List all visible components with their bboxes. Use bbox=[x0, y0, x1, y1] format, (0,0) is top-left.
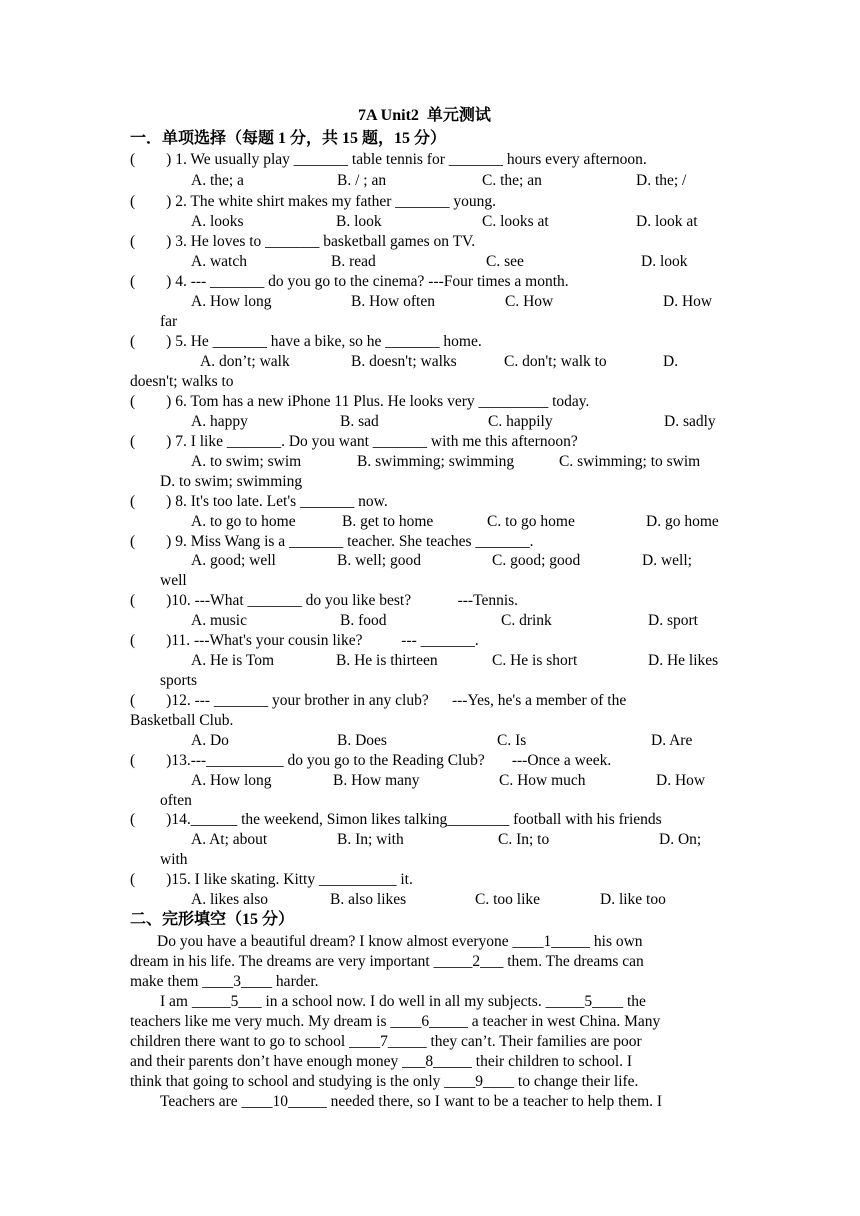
question-11-option-b: B. He is thirteen bbox=[336, 652, 438, 669]
question-5-option-c: C. don't; walk to bbox=[504, 353, 607, 370]
question-8-option-a: A. to go to home bbox=[191, 513, 296, 530]
question-7-option-c: C. swimming; to swim bbox=[559, 453, 701, 470]
question-11-option-a: A. He is Tom bbox=[191, 652, 275, 669]
question-12-option-c: C. Is bbox=[497, 732, 527, 749]
question-15-stem: ( )15. I like skating. Kitty __________ it. bbox=[130, 871, 413, 888]
question-1-option-a: A. the; a bbox=[191, 172, 244, 189]
question-15-option-b: B. also likes bbox=[330, 891, 407, 908]
question-1-option-d: D. the; / bbox=[636, 172, 687, 189]
question-7-option-wrap: D. to swim; swimming bbox=[160, 473, 303, 490]
question-10-option-d: D. sport bbox=[648, 612, 698, 629]
question-14-option-wrap: with bbox=[160, 851, 188, 868]
page-title: 7A Unit2 单元测试 bbox=[358, 107, 491, 124]
passage-line: and their parents don’t have enough money ___8_____ their children to school. I bbox=[130, 1053, 633, 1070]
question-10-option-a: A. music bbox=[191, 612, 247, 629]
question-2-option-c: C. looks at bbox=[482, 213, 549, 230]
question-10-option-c: C. drink bbox=[501, 612, 552, 629]
question-5-option-d: D. bbox=[663, 353, 679, 370]
question-6-option-d: D. sadly bbox=[664, 413, 716, 430]
question-2-option-a: A. looks bbox=[191, 213, 244, 230]
question-6-stem: ( ) 6. Tom has a new iPhone 11 Plus. He looks very _________ today. bbox=[130, 393, 590, 410]
question-6-option-c: C. happily bbox=[488, 413, 553, 430]
question-13-option-d: D. How bbox=[656, 772, 706, 789]
question-8-option-c: C. to go home bbox=[487, 513, 575, 530]
question-4-option-b: B. How often bbox=[351, 293, 435, 310]
question-14-option-a: A. At; about bbox=[191, 831, 268, 848]
question-7-option-a: A. to swim; swim bbox=[191, 453, 302, 470]
question-14-option-d: D. On; bbox=[659, 831, 702, 848]
passage-line: dream in his life. The dreams are very important _____2___ them. The dreams can bbox=[130, 953, 644, 970]
question-4-option-d: D. How bbox=[663, 293, 713, 310]
question-6-option-b: B. sad bbox=[340, 413, 379, 430]
question-13-option-b: B. How many bbox=[333, 772, 420, 789]
question-11-stem: ( )11. ---What's your cousin like? --- _______. bbox=[130, 632, 479, 649]
question-12-option-b: B. Does bbox=[337, 732, 387, 749]
question-5-stem: ( ) 5. He _______ have a bike, so he _______ home. bbox=[130, 333, 482, 350]
question-5-option-b: B. doesn't; walks bbox=[351, 353, 457, 370]
question-4-stem: ( ) 4. --- _______ do you go to the cinema? ---Four times a month. bbox=[130, 273, 569, 290]
question-14-option-b: B. In; with bbox=[337, 831, 404, 848]
section-1-heading: 一．单项选择（每题 1 分，共 15 题，15 分） bbox=[130, 130, 447, 147]
question-5-option-wrap: doesn't; walks to bbox=[130, 373, 234, 390]
question-11-option-d: D. He likes bbox=[648, 652, 719, 669]
passage-line: Do you have a beautiful dream? I know almost everyone ____1_____ his own bbox=[157, 933, 643, 950]
question-15-option-d: D. like too bbox=[600, 891, 666, 908]
question-7-stem: ( ) 7. I like _______. Do you want _______ with me this afternoon? bbox=[130, 433, 578, 450]
question-1-stem: ( ) 1. We usually play _______ table tennis for _______ hours every afternoon. bbox=[130, 151, 647, 168]
question-12-option-d: D. Are bbox=[651, 732, 693, 749]
passage-line: Teachers are ____10_____ needed there, so I want to be a teacher to help them. I bbox=[160, 1093, 663, 1110]
question-2-option-d: D. look at bbox=[636, 213, 698, 230]
passage-line: children there want to go to school ____7_____ they can’t. Their families are poor bbox=[130, 1033, 642, 1050]
question-10-stem: ( )10. ---What _______ do you like best? ---Tennis. bbox=[130, 592, 519, 609]
passage-line: make them ____3____ harder. bbox=[130, 973, 319, 990]
question-6-option-a: A. happy bbox=[191, 413, 248, 430]
question-11-option-wrap: sports bbox=[160, 672, 198, 689]
passage-line: think that going to school and studying is the only ____9____ to change their life. bbox=[130, 1073, 639, 1090]
question-13-option-wrap: often bbox=[160, 792, 192, 809]
passage-line: I am _____5___ in a school now. I do well in all my subjects. _____5____ the bbox=[160, 993, 646, 1010]
question-3-option-a: A. watch bbox=[191, 253, 247, 270]
question-13-option-c: C. How much bbox=[499, 772, 586, 789]
question-13-option-a: A. How long bbox=[191, 772, 272, 789]
question-12-stem: ( )12. --- _______ your brother in any club? ---Yes, he's a member of the bbox=[130, 692, 627, 709]
question-3-option-c: C. see bbox=[486, 253, 524, 270]
question-4-option-a: A. How long bbox=[191, 293, 272, 310]
question-8-option-b: B. get to home bbox=[342, 513, 434, 530]
question-4-option-c: C. How bbox=[505, 293, 554, 310]
question-3-option-b: B. read bbox=[331, 253, 376, 270]
question-3-option-d: D. look bbox=[641, 253, 688, 270]
question-12-option-a: A. Do bbox=[191, 732, 229, 749]
question-12-stem-wrap: Basketball Club. bbox=[130, 712, 234, 729]
question-4-option-wrap: far bbox=[160, 313, 178, 330]
question-9-option-d: D. well; bbox=[642, 552, 692, 569]
question-2-stem: ( ) 2. The white shirt makes my father _______ young. bbox=[130, 193, 497, 210]
question-14-stem: ( )14.______ the weekend, Simon likes talking________ football with his friends bbox=[130, 811, 662, 828]
question-8-option-d: D. go home bbox=[646, 513, 719, 530]
question-14-option-c: C. In; to bbox=[498, 831, 550, 848]
question-8-stem: ( ) 8. It's too late. Let's _______ now. bbox=[130, 493, 388, 510]
question-9-option-b: B. well; good bbox=[337, 552, 421, 569]
passage-line: teachers like me very much. My dream is ____6_____ a teacher in west China. Many bbox=[130, 1013, 661, 1030]
question-11-option-c: C. He is short bbox=[492, 652, 578, 669]
question-10-option-b: B. food bbox=[340, 612, 387, 629]
question-2-option-b: B. look bbox=[336, 213, 382, 230]
section-2-heading: 二、完形填空（15 分） bbox=[130, 911, 295, 928]
question-7-option-b: B. swimming; swimming bbox=[357, 453, 515, 470]
question-9-stem: ( ) 9. Miss Wang is a _______ teacher. She teaches _______. bbox=[130, 533, 534, 550]
question-15-option-a: A. likes also bbox=[191, 891, 269, 908]
question-1-option-b: B. / ; an bbox=[337, 172, 387, 189]
question-1-option-c: C. the; an bbox=[482, 172, 542, 189]
question-3-stem: ( ) 3. He loves to _______ basketball games on TV. bbox=[130, 233, 476, 250]
question-9-option-a: A. good; well bbox=[191, 552, 276, 569]
question-9-option-c: C. good; good bbox=[492, 552, 581, 569]
question-9-option-wrap: well bbox=[160, 572, 187, 589]
question-13-stem: ( )13.---__________ do you go to the Reading Club? ---Once a week. bbox=[130, 752, 612, 769]
question-5-option-a: A. don’t; walk bbox=[200, 353, 290, 370]
question-15-option-c: C. too like bbox=[475, 891, 541, 908]
